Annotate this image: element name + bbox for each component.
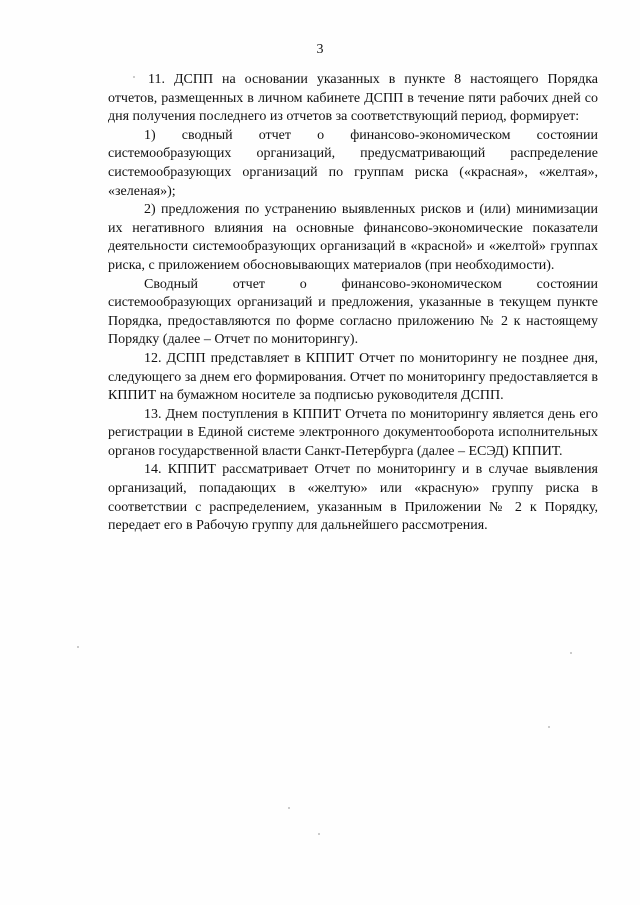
paragraph-summary-report: Сводный отчет о финансово-экономическом состоянии системообразующих организаций и предложения, указанные в текущем пункте Порядка, предоставляются по форме согласно приложению № 2 к настоящему Порядку (далее – Отчет по мониторингу). xyxy=(108,276,598,348)
scan-speck xyxy=(570,652,572,654)
scan-speck xyxy=(77,646,79,648)
scan-speck xyxy=(548,726,550,728)
scan-speck xyxy=(288,807,290,809)
document-body xyxy=(108,71,598,536)
paragraph-12: 12. ДСПП представляет в КППИТ Отчет по мониторингу не позднее дня, следующего за днем его формирования. Отчет по мониторингу предоставляется в КППИТ на бумажном носителе за подписью руководителя ДСПП. xyxy=(108,350,598,404)
scan-speck xyxy=(318,833,320,835)
paragraph-14: 14. КППИТ рассматривает Отчет по мониторингу и в случае выявления организаций, попадающих в «желтую» или «красную» группу риска в соответствии с распределением, указанным в Приложении № 2 к Порядку, передает его в Рабочую группу для дальнейшего рассмотрения. xyxy=(108,462,598,534)
paragraph-13: 13. Днем поступления в КППИТ Отчета по мониторингу является день его регистрации в Единой системе электронного документооборота исполнительных органов государственной власти Санкт-Петербурга (далее – ЕСЭД) КППИТ. xyxy=(108,406,598,459)
paragraph-11-item-1: 1) сводный отчет о финансово-экономическом состоянии системообразующих организаций, предусматривающий распределение системообразующих организаций по группам риска («красная», «желтая», «зеленая»); xyxy=(108,127,598,199)
paragraph-11-item-2: 2) предложения по устранению выявленных рисков и (или) минимизации их негативного влияния на основные финансово-экономические показатели деятельности системообразующих организаций в «красной» и «желтой» группах риска, с приложением обосновывающих материалов (при необходимости). xyxy=(108,202,598,273)
paragraph-11: 11. ДСПП на основании указанных в пункте 8 настоящего Порядка отчетов, размещенных в личном кабинете ДСПП в течение пяти рабочих дней со дня получения последнего из отчетов за соответствующий период, формирует: xyxy=(108,72,598,125)
page-number: 3 xyxy=(316,42,324,57)
scan-speck xyxy=(133,76,135,78)
